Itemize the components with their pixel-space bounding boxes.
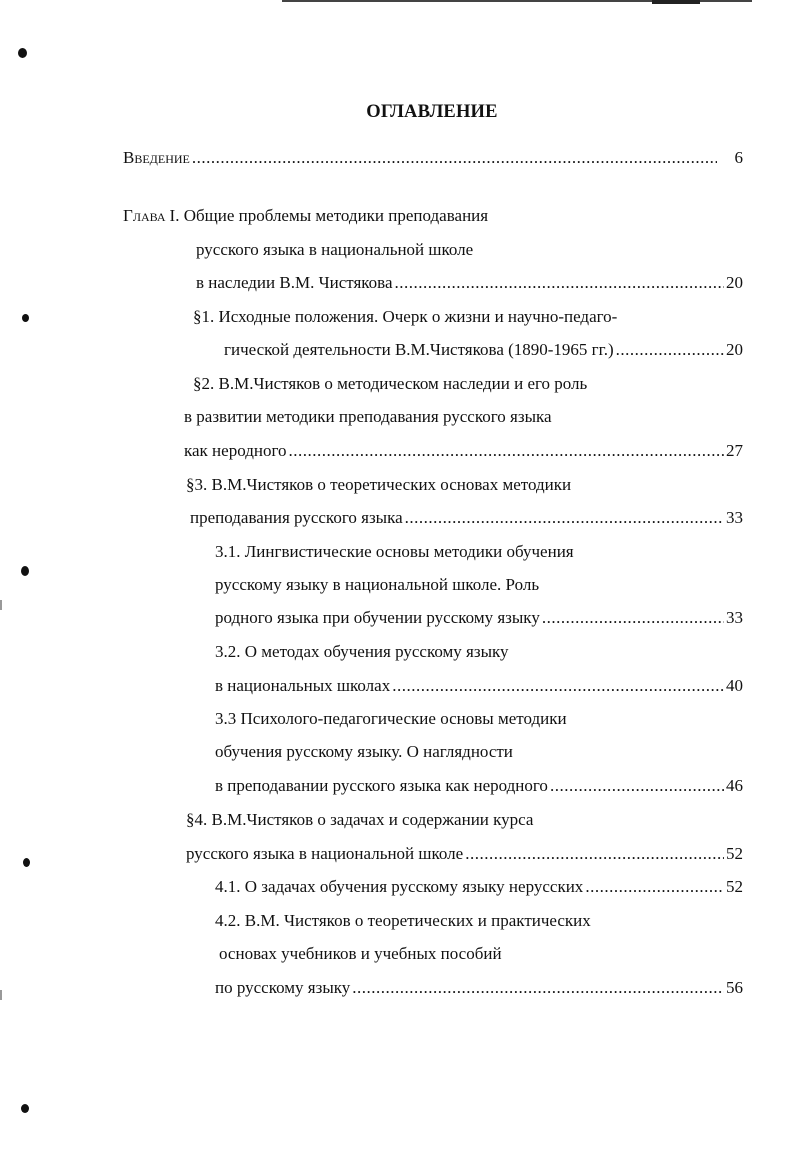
toc-leader — [289, 441, 724, 461]
toc-label: русского языка в национальной школе — [186, 844, 464, 863]
toc-page-number: 40 — [726, 676, 743, 695]
toc-subsection-3-1-cont — [215, 575, 743, 595]
toc-label: §4. В.М.Чистяков о задачах и содержании курса — [186, 810, 534, 829]
toc-label: родного языка при обучении русскому языку — [215, 608, 540, 627]
toc-chapter-prefix: Глава — [123, 206, 166, 225]
toc-label: по русскому языку — [215, 978, 351, 997]
binder-hole — [18, 48, 27, 58]
toc-label: 3.2. О методах обучения русскому языку — [215, 642, 509, 661]
toc-entry-intro — [123, 148, 743, 168]
toc-label: §1. Исходные положения. Очерк о жизни и научно-педаго- — [193, 307, 618, 326]
toc-subsection-3-2 — [215, 642, 743, 662]
toc-leader — [616, 340, 724, 360]
toc-entry-section-3 — [190, 508, 743, 528]
toc-entry-section-2 — [184, 441, 743, 461]
toc-subsection-4-2 — [215, 911, 743, 931]
toc-page-number: 46 — [726, 776, 743, 795]
toc-subsection-3-1 — [215, 542, 743, 562]
toc-leader — [542, 608, 724, 628]
binder-hole — [21, 566, 29, 576]
toc-entry-section-1 — [224, 340, 743, 360]
toc-page-number: 52 — [726, 877, 743, 896]
toc-entry-subsection-4-2 — [215, 978, 743, 998]
toc-page-number: 56 — [726, 978, 743, 997]
toc-entry-chapter1 — [196, 273, 743, 293]
toc-chapter-title: I. Общие проблемы методики преподавания — [169, 206, 489, 225]
toc-leader — [465, 844, 724, 864]
toc-page-number: 20 — [726, 340, 743, 359]
toc-label: Введение — [123, 148, 190, 167]
toc-label: преподавания русского языка — [190, 508, 403, 527]
toc-section-2 — [193, 374, 743, 394]
toc-entry-subsection-4-1 — [215, 877, 743, 897]
toc-label: русскому языку в национальной школе. Роль — [215, 575, 540, 594]
toc-label: 3.3 Психолого-педагогические основы методики — [215, 709, 567, 728]
toc-page-number: 20 — [726, 273, 743, 292]
toc-leader — [352, 978, 724, 998]
toc-subsection-4-2-cont — [219, 944, 743, 964]
toc-section-1 — [193, 307, 743, 327]
toc-section-3 — [186, 475, 743, 495]
toc-label: в наследии В.М. Чистякова — [196, 273, 393, 292]
toc-page-number: 6 — [734, 148, 743, 167]
toc-entry-section-4 — [186, 844, 743, 864]
toc-entry-subsection-3-1 — [215, 608, 743, 628]
toc-chapter-heading — [123, 206, 743, 226]
toc-label: §2. В.М.Чистяков о методическом наследии и его роль — [193, 374, 588, 393]
toc-subsection-3-3-cont — [215, 742, 743, 762]
binder-hole — [22, 314, 29, 322]
toc-label: в преподавании русского языка как неродного — [215, 776, 548, 795]
page-title: ОГЛАВЛЕНИЕ — [366, 102, 498, 122]
toc-label: 4.2. В.М. Чистяков о теоретических и практических — [215, 911, 591, 930]
toc-label: гической деятельности В.М.Чистякова (1890-1965 гг.) — [224, 340, 614, 359]
toc-label: 4.1. О задачах обучения русскому языку нерусских — [215, 877, 584, 896]
toc-label: 3.1. Лингвистические основы методики обучения — [215, 542, 574, 561]
toc-label: §3. В.М.Чистяков о теоретических основах методики — [186, 475, 572, 494]
toc-page-number: 52 — [726, 844, 743, 863]
toc-chapter-title-cont — [196, 240, 743, 260]
toc-leader — [585, 877, 724, 897]
toc-section-4 — [186, 810, 743, 830]
toc-leader — [395, 273, 724, 293]
binder-hole — [23, 858, 30, 867]
toc-section-2-cont — [184, 407, 743, 427]
toc-leader — [550, 776, 724, 796]
toc-page-number: 33 — [726, 508, 743, 527]
toc-leader — [405, 508, 724, 528]
toc-label: обучения русскому языку. О наглядности — [215, 742, 513, 761]
scan-top-mark — [652, 0, 700, 4]
toc-label: основах учебников и учебных пособий — [219, 944, 502, 963]
toc-leader — [392, 676, 724, 696]
toc-label: в национальных школах — [215, 676, 391, 695]
toc-page-number: 27 — [726, 441, 743, 460]
toc-leader — [192, 148, 717, 168]
toc-label: как неродного — [184, 441, 287, 460]
toc-label: русского языка в национальной школе — [196, 240, 474, 259]
binder-hole — [21, 1104, 29, 1113]
toc-entry-subsection-3-3 — [215, 776, 743, 796]
scan-edge-mark — [0, 600, 2, 610]
toc-subsection-3-3 — [215, 709, 743, 729]
scan-edge-mark — [0, 990, 2, 1000]
toc-entry-subsection-3-2 — [215, 676, 743, 696]
toc-page-number: 33 — [726, 608, 743, 627]
toc-label: в развитии методики преподавания русского языка — [184, 407, 552, 426]
